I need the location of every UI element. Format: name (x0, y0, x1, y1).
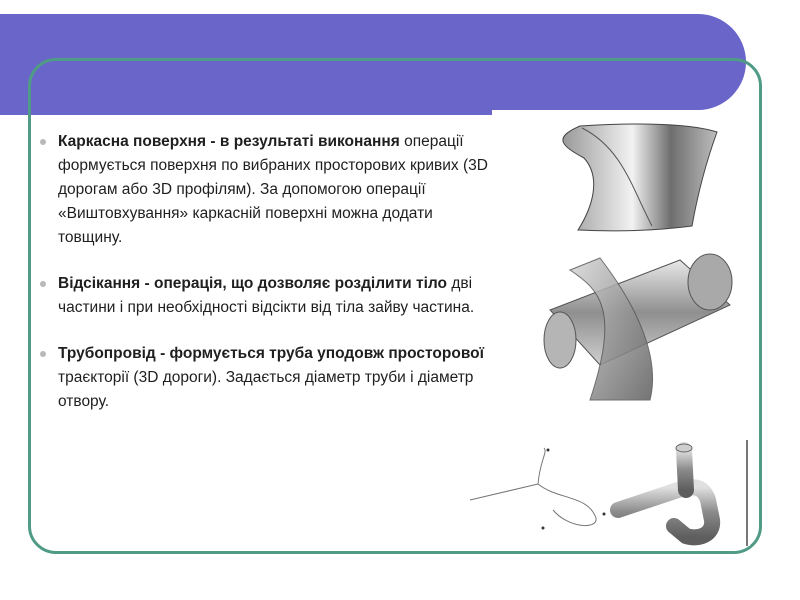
bullet-text: траєкторії (3D дороги). Задається діаметр труби і діаметр отвору. (58, 369, 474, 410)
bullet-pipe (42, 342, 492, 414)
curved-surface-image (522, 118, 728, 236)
bullet-list (42, 130, 492, 436)
bullet-text: операції формується поверхня по вибраних просторових кривих (3D дорогам або 3D профілям). За допомогою операції «Виштовхування» каркасній поверхні можна додати товщину. (58, 133, 488, 246)
bullet-bold-text: Каркасна поверхня - в результаті виконання (58, 133, 400, 150)
cylinder-cut-image (530, 250, 748, 402)
bullet-dot (40, 139, 46, 145)
bullet-dot (40, 351, 46, 357)
bullet-bold-text: Відсікання - операція, що дозволяє розділити тіло (58, 275, 448, 292)
bullet-dot (40, 281, 46, 287)
bullet-bold-text: Трубопровід - формується труба уподовж просторової (58, 345, 484, 362)
pipe-path-image (468, 440, 750, 546)
bullet-text: дві частини і при необхідності відсікти від тіла зайву частина. (58, 275, 475, 316)
bullet-cut (42, 272, 492, 320)
bullet-surface (42, 130, 492, 250)
